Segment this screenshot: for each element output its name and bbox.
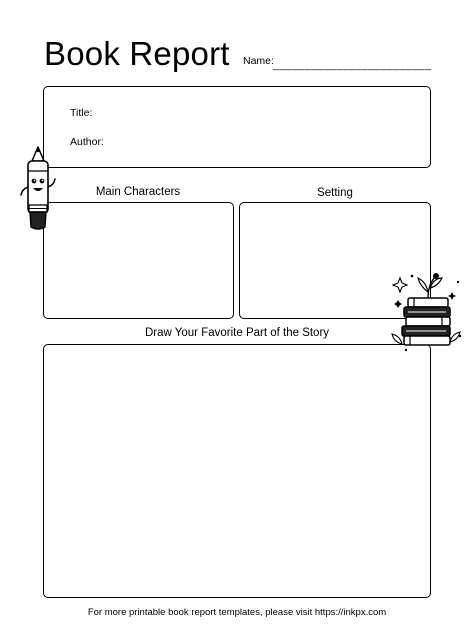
setting-label: Setting [317,187,353,199]
stack-of-books-icon [392,270,464,356]
page-title: Book Report [44,35,230,72]
name-line[interactable]: _________________________ [273,59,432,71]
favorite-part-box[interactable] [43,344,431,598]
main-characters-box[interactable] [43,202,234,319]
title-label: Title: [70,107,93,119]
favorite-part-label: Draw Your Favorite Part of the Story [144,327,330,339]
footer-text: For more printable book report templates, please visit https://inkpx.com [87,607,387,618]
name-label: Name: [243,55,274,67]
title-author-box[interactable] [43,86,431,168]
main-characters-label: Main Characters [95,186,181,198]
pencil-character-icon [18,143,58,233]
author-label: Author: [70,136,104,148]
